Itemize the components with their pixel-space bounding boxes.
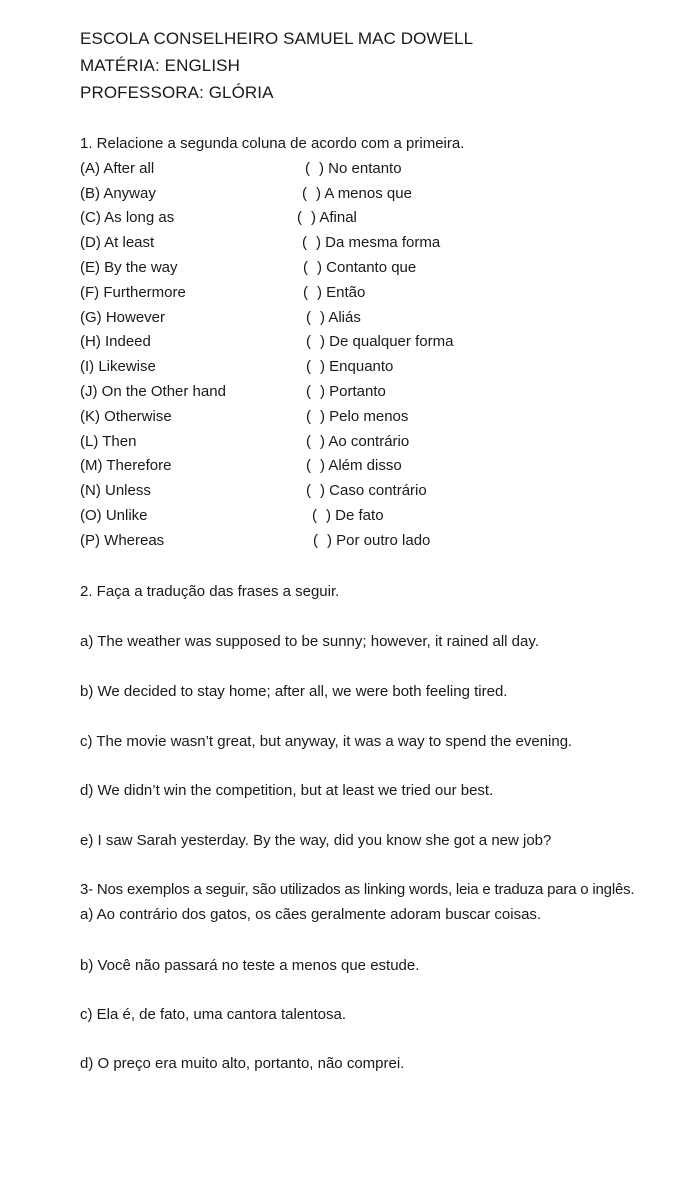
match-right-item[interactable]: ( ) De fato (312, 507, 384, 524)
q2-item: b) We decided to stay home; after all, we were both feeling tired. (80, 683, 508, 700)
match-left-item: (N) Unless (80, 482, 151, 499)
match-right-item[interactable]: ( ) De qualquer forma (306, 333, 454, 350)
q2-item: c) The movie wasn’t great, but anyway, it was a way to spend the evening. (80, 733, 573, 750)
q2-prompt: 2. Faça a tradução das frases a seguir. (80, 583, 340, 600)
match-left-item: (J) On the Other hand (80, 383, 226, 400)
subject-line: MATÉRIA: ENGLISH (80, 56, 240, 75)
match-right-item[interactable]: ( ) No entanto (305, 160, 402, 177)
q1-prompt: 1. Relacione a segunda coluna de acordo com a primeira. (80, 135, 465, 152)
match-right-item[interactable]: ( ) A menos que (302, 185, 412, 202)
school-name: ESCOLA CONSELHEIRO SAMUEL MAC DOWELL (80, 29, 474, 48)
match-left-item: (B) Anyway (80, 185, 156, 202)
match-left-item: (L) Then (80, 433, 137, 450)
match-right-item[interactable]: ( ) Da mesma forma (302, 234, 441, 251)
match-right-item[interactable]: ( ) Aliás (306, 309, 361, 326)
q3-item: d) O preço era muito alto, portanto, não comprei. (80, 1055, 405, 1072)
teacher-line: PROFESSORA: GLÓRIA (80, 83, 274, 102)
match-left-item: (C) As long as (80, 209, 175, 226)
match-right-item[interactable]: ( ) Portanto (306, 383, 386, 400)
match-right-item[interactable]: ( ) Por outro lado (313, 532, 431, 549)
q2-item: a) The weather was supposed to be sunny; however, it rained all day. (80, 633, 539, 650)
match-right-item[interactable]: ( ) Contanto que (303, 259, 417, 276)
match-left-item: (M) Therefore (80, 457, 172, 474)
match-right-item[interactable]: ( ) Caso contrário (306, 482, 427, 499)
match-right-item[interactable]: ( ) Pelo menos (306, 408, 409, 425)
match-left-item: (G) However (80, 309, 166, 326)
match-left-item: (H) Indeed (80, 333, 151, 350)
match-left-item: (P) Whereas (80, 532, 165, 549)
match-left-item: (F) Furthermore (80, 284, 186, 301)
match-right-item[interactable]: ( ) Enquanto (306, 358, 394, 375)
match-left-item: (A) After all (80, 160, 155, 177)
match-right-item[interactable]: ( ) Além disso (306, 457, 402, 474)
q2-item: e) I saw Sarah yesterday. By the way, did you know she got a new job? (80, 832, 552, 849)
q3-item: b) Você não passará no teste a menos que estude. (80, 957, 420, 974)
match-right-item[interactable]: ( ) Afinal (297, 209, 357, 226)
match-left-item: (K) Otherwise (80, 408, 172, 425)
q2-item: d) We didn’t win the competition, but at least we tried our best. (80, 782, 494, 799)
q3-item: c) Ela é, de fato, uma cantora talentosa. (80, 1006, 346, 1023)
match-left-item: (O) Unlike (80, 507, 148, 524)
q3-prompt: 3- Nos exemplos a seguir, são utilizados as linking words, leia e traduza para o inglês. (80, 881, 635, 898)
q3-item: a) Ao contrário dos gatos, os cães geralmente adoram buscar coisas. (80, 906, 542, 923)
match-left-item: (E) By the way (80, 259, 178, 276)
match-left-item: (I) Likewise (80, 358, 156, 375)
match-left-item: (D) At least (80, 234, 155, 251)
match-right-item[interactable]: ( ) Então (303, 284, 366, 301)
match-right-item[interactable]: ( ) Ao contrário (306, 433, 410, 450)
